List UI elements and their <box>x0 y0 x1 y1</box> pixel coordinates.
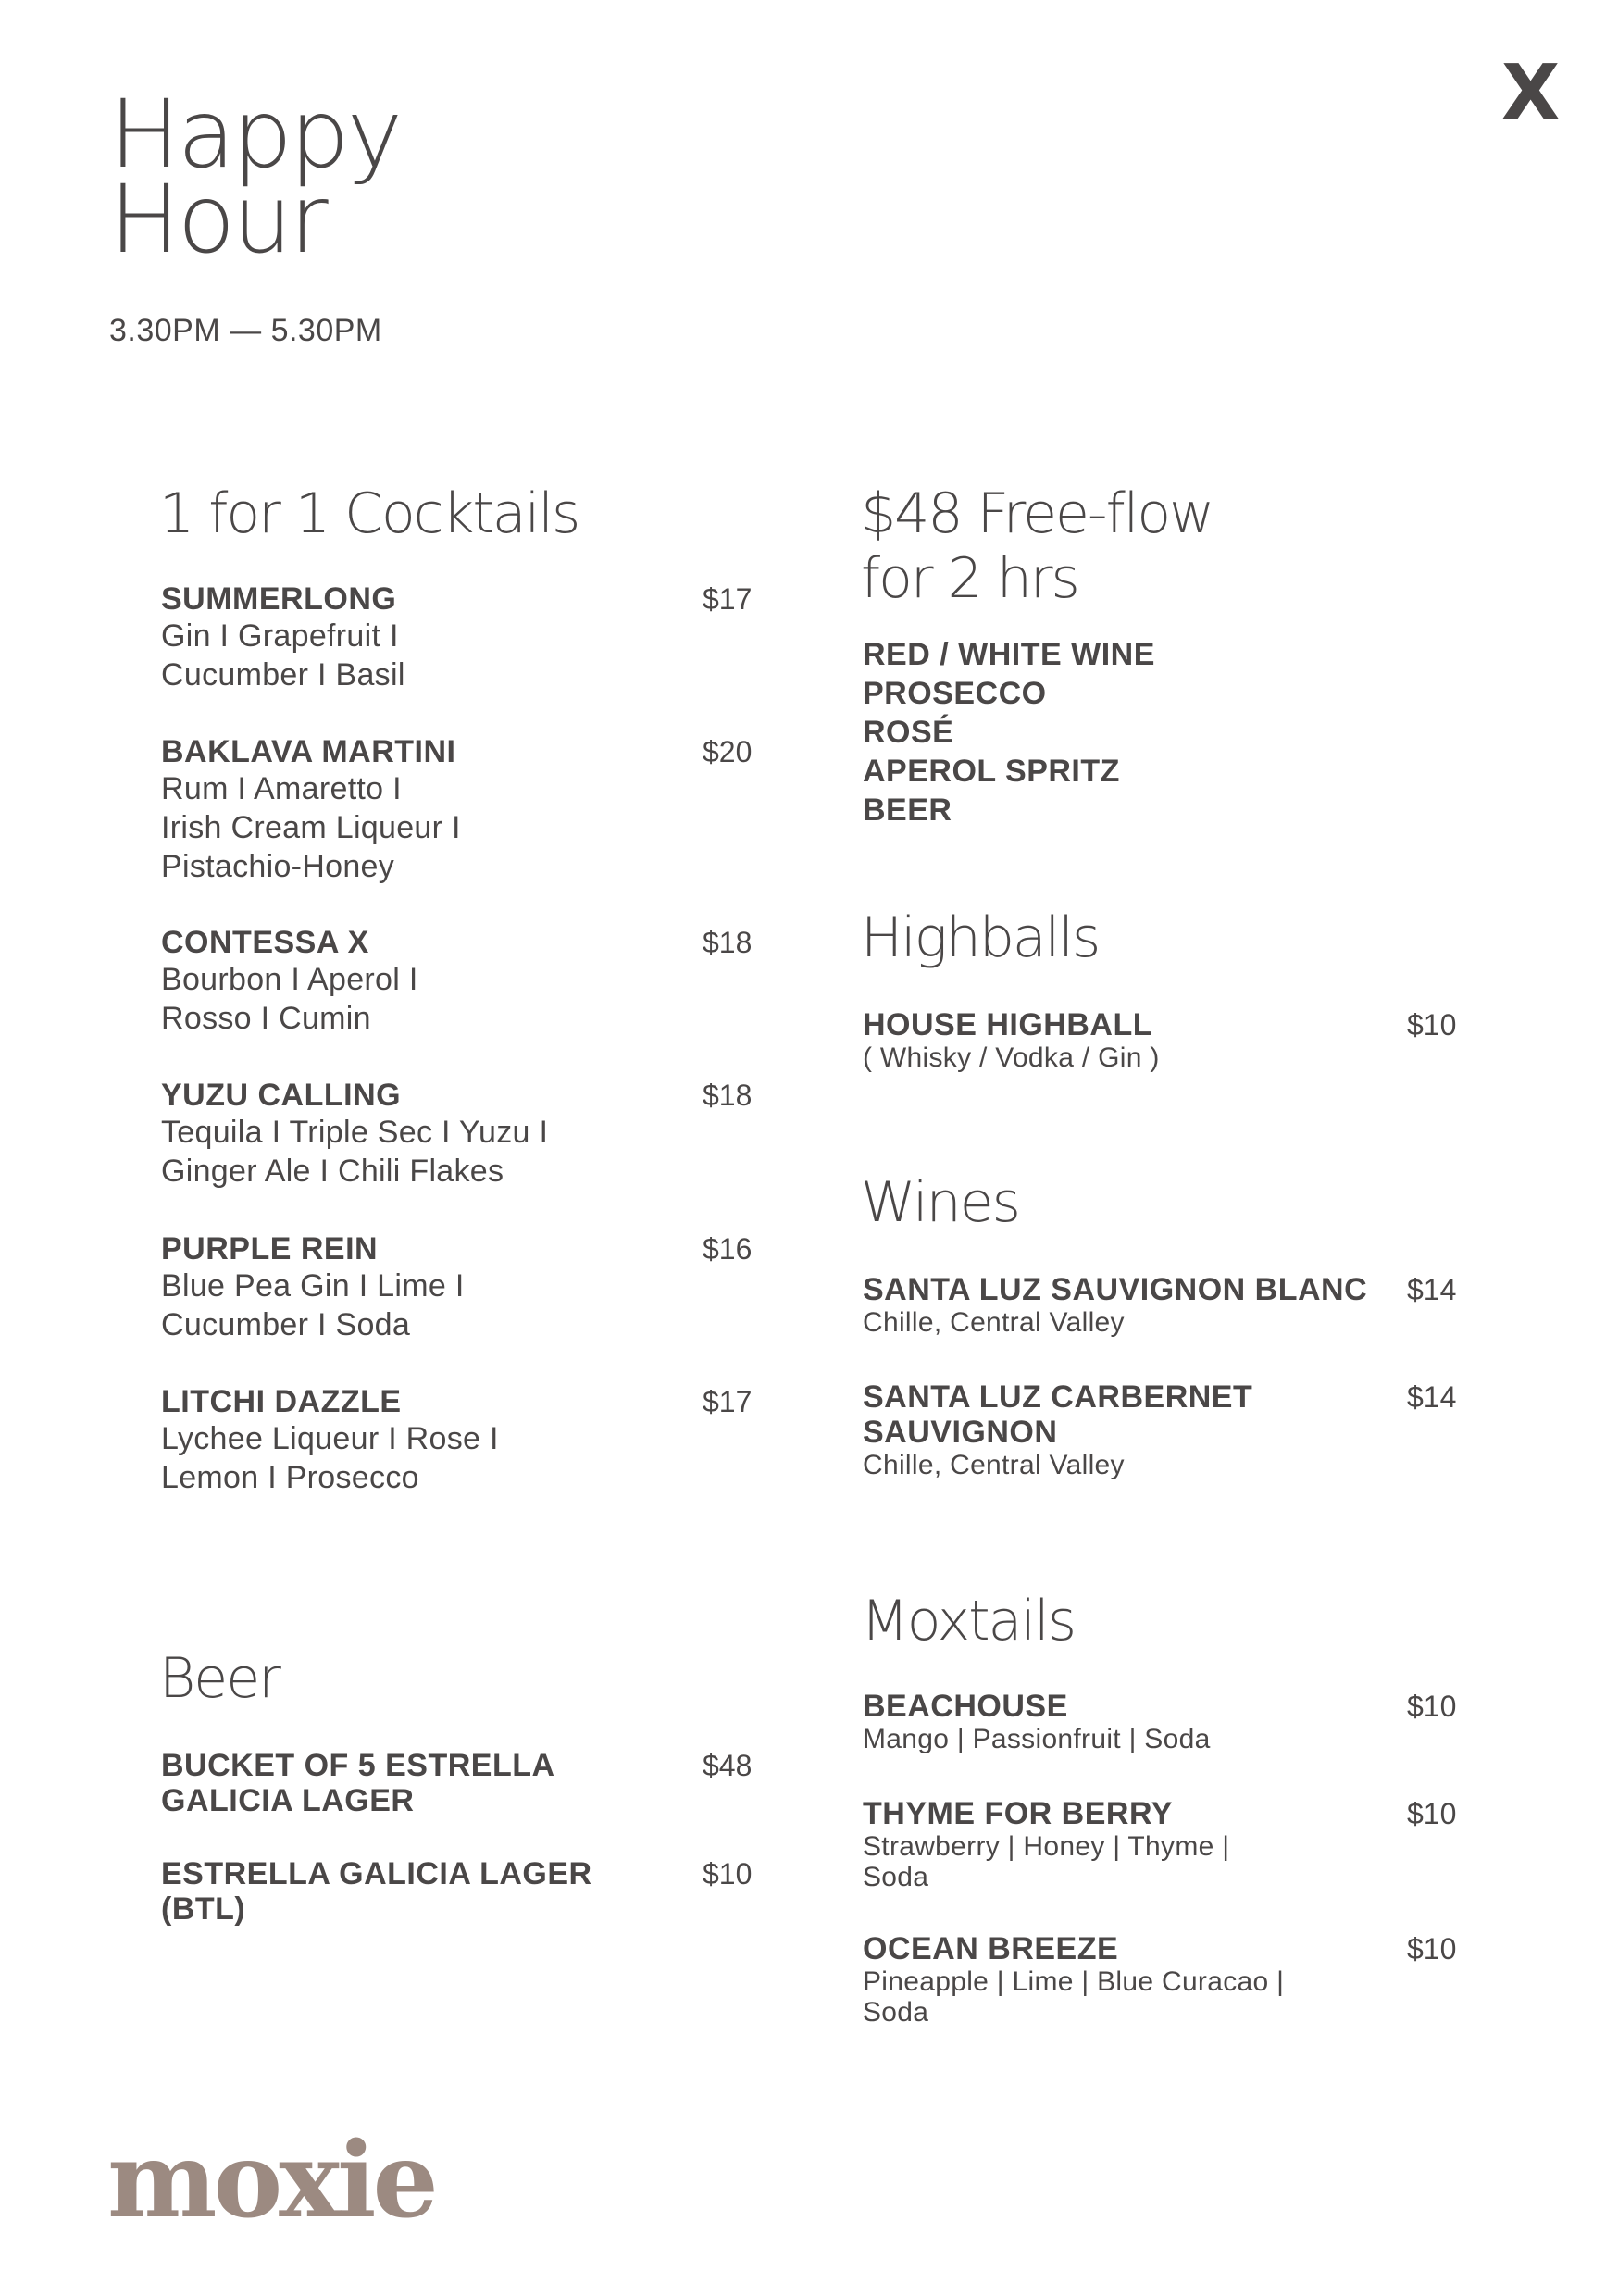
item-desc: Rosso I Cumin <box>161 1001 371 1036</box>
item-desc: Blue Pea Gin I Lime I <box>161 1268 465 1304</box>
item-desc: Strawberry | Honey | Thyme | <box>863 1831 1230 1862</box>
item-desc: Soda <box>863 1997 929 2028</box>
menu-item-summerlong <box>161 581 763 694</box>
item-desc: Chille, Central Valley <box>863 1307 1125 1338</box>
item-name: BAKLAVA MARTINI <box>161 734 456 769</box>
item-price: $16 <box>703 1232 753 1266</box>
item-desc: Rum I Amaretto I <box>161 771 402 806</box>
item-desc: Irish Cream Liqueur I <box>161 810 461 845</box>
item-price: $10 <box>703 1857 753 1890</box>
close-icon: X <box>1501 49 1561 137</box>
item-name: SAUVIGNON <box>863 1415 1058 1450</box>
item-name: BUCKET OF 5 ESTRELLA <box>161 1748 555 1783</box>
item-name: YUZU CALLING <box>161 1078 402 1113</box>
menu-item-beachouse <box>863 1689 1474 1754</box>
item-name: HOUSE HIGHBALL <box>863 1007 1152 1042</box>
item-name: PURPLE REIN <box>161 1231 379 1267</box>
item-price: $14 <box>1407 1380 1457 1414</box>
menu-item-purple-rein <box>161 1231 763 1344</box>
item-name: (BTL) <box>161 1891 246 1927</box>
item-desc: Pistachio-Honey <box>161 849 395 884</box>
freeflow-item: BEER <box>863 792 952 828</box>
freeflow-title-line-1: $48 Free-flow <box>861 481 1214 546</box>
item-desc: ( Whisky / Vodka / Gin ) <box>863 1042 1160 1073</box>
item-desc: Chille, Central Valley <box>863 1450 1125 1480</box>
item-price: $10 <box>1407 1690 1457 1723</box>
title-line-1: Happy <box>109 80 401 190</box>
menu-item-ocean-breeze <box>863 1931 1474 2028</box>
freeflow-item: ROSÉ <box>863 715 954 750</box>
item-name: SANTA LUZ CARBERNET <box>863 1379 1253 1415</box>
item-desc: Soda <box>863 1862 929 1892</box>
title-line-2: Hour <box>109 165 326 275</box>
item-name: SANTA LUZ SAUVIGNON BLANC <box>863 1272 1368 1307</box>
item-name: SUMMERLONG <box>161 581 397 617</box>
item-desc: Bourbon I Aperol I <box>161 962 418 997</box>
menu-item-estrella-bottle <box>161 1856 763 1927</box>
highballs-heading: Highballs <box>861 905 1100 970</box>
freeflow-heading <box>861 481 1213 611</box>
menu-item-carbernet-sauvignon <box>863 1379 1474 1480</box>
item-price: $17 <box>703 1385 753 1418</box>
wines-heading: Wines <box>861 1170 1019 1235</box>
menu-item-yuzu-calling <box>161 1078 763 1191</box>
page-title <box>109 80 401 275</box>
item-desc: Ginger Ale I Chili Flakes <box>161 1154 504 1189</box>
freeflow-title-line-2: for 2 hrs <box>861 546 1078 611</box>
item-name: ESTRELLA GALICIA LAGER <box>161 1856 592 1891</box>
item-price: $10 <box>1407 1932 1457 1965</box>
item-price: $10 <box>1407 1008 1457 1042</box>
menu-item-thyme-for-berry <box>863 1796 1474 1892</box>
freeflow-item: PROSECCO <box>863 676 1047 711</box>
item-price: $48 <box>703 1749 753 1782</box>
item-desc: Lychee Liqueur I Rose I <box>161 1421 499 1456</box>
item-price: $10 <box>1407 1797 1457 1830</box>
item-name: LITCHI DAZZLE <box>161 1384 402 1419</box>
menu-item-contessa-x <box>161 925 763 1038</box>
item-name: BEACHOUSE <box>863 1689 1068 1724</box>
cocktails-heading: 1 for 1 Cocktails <box>159 481 579 546</box>
item-desc: Gin I Grapefruit I <box>161 618 399 654</box>
item-price: $17 <box>703 582 753 616</box>
mocktails-heading: Moxtails <box>861 1589 1076 1653</box>
item-price: $18 <box>703 1079 753 1112</box>
happy-hour-times: 3.30PM — 5.30PM <box>109 313 382 348</box>
menu-item-sauvignon-blanc <box>863 1272 1474 1338</box>
menu-item-baklava-martini <box>161 734 763 886</box>
menu-item-house-highball <box>863 1007 1474 1073</box>
menu-item-bucket-estrella <box>161 1748 763 1818</box>
item-name: OCEAN BREEZE <box>863 1931 1119 1966</box>
item-desc: Pineapple | Lime | Blue Curacao | <box>863 1966 1285 1997</box>
item-desc: Lemon I Prosecco <box>161 1460 419 1495</box>
freeflow-item: RED / WHITE WINE <box>863 637 1155 672</box>
item-name: GALICIA LAGER <box>161 1783 415 1818</box>
moxie-logo: moxie <box>107 2120 435 2241</box>
item-price: $14 <box>1407 1273 1457 1306</box>
item-name: CONTESSA X <box>161 925 369 960</box>
item-desc: Cucumber I Soda <box>161 1307 411 1342</box>
freeflow-item: APEROL SPRITZ <box>863 754 1120 789</box>
freeflow-list <box>863 635 1155 830</box>
item-price: $18 <box>703 926 753 959</box>
item-name: THYME FOR BERRY <box>863 1796 1173 1831</box>
menu-item-litchi-dazzle <box>161 1384 763 1497</box>
item-desc: Cucumber I Basil <box>161 657 405 693</box>
beer-heading: Beer <box>159 1646 280 1711</box>
item-price: $20 <box>703 735 753 768</box>
item-desc: Tequila I Triple Sec I Yuzu I <box>161 1115 549 1150</box>
item-desc: Mango | Passionfruit | Soda <box>863 1724 1211 1754</box>
close-button[interactable] <box>1501 49 1561 137</box>
